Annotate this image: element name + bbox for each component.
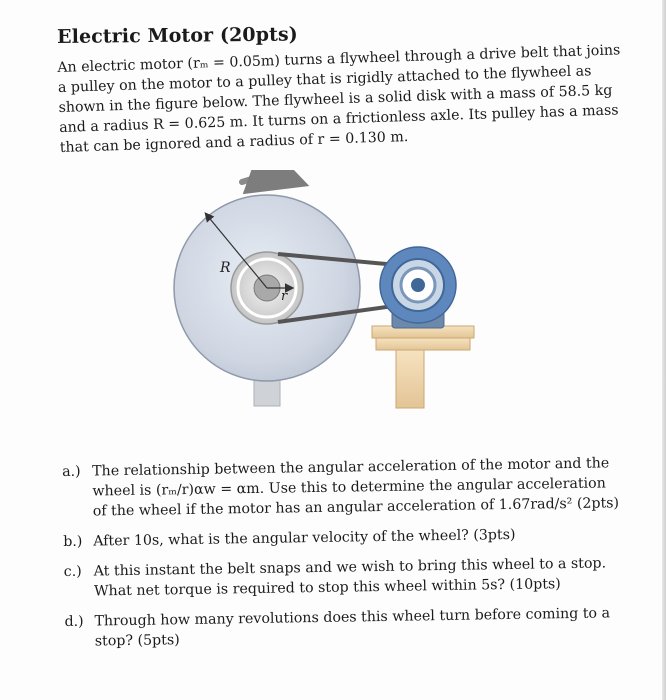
- question-text: Through how many revolutions does this wheel turn before coming to a stop? (5pts): [94, 605, 611, 650]
- rotation-arrow-icon: [242, 177, 298, 182]
- question-d: [64, 603, 625, 652]
- question-c: [64, 553, 625, 602]
- question-text: At this instant the belt snaps and we wish to bring this wheel to a stop. What net torque is required to stop this wheel within 5s? (10pts): [93, 555, 607, 600]
- motor-stand-leg: [396, 350, 424, 408]
- question-text: The relationship between the angular acceleration of the motor and the wheel is (rₘ/r)αw = αm. Use this to determine the angular acceleration of the wheel if the motor has an angular acceleration of 1.67rad/s² (2pts): [92, 455, 620, 520]
- question-label: a.): [62, 463, 81, 480]
- question-label: c.): [63, 563, 82, 580]
- page-edge-shadow: [662, 0, 666, 700]
- question-a: [62, 453, 623, 522]
- question-text: After 10s, what is the angular velocity of the wheel? (3pts): [93, 526, 516, 550]
- intro-paragraph: An electric motor (rₘ = 0.05m) turns a flywheel through a drive belt that joins a pulley on the motor to a pulley that is rigidly attached to the flywheel as shown in the figure below. The flywheel is a solid disk with a mass of 58.5 kg and a radius R = 0.625 m. It turns on a frictionless axle. Its pulley has a mass that can be ignored and a radius of r = 0.130 m.: [57, 42, 621, 156]
- question-b: [63, 523, 623, 552]
- motor-shaft: [411, 278, 425, 292]
- question-list: [62, 453, 625, 662]
- question-label: d.): [64, 613, 84, 630]
- label-R: R: [220, 260, 231, 276]
- flywheel-diagram: [170, 170, 490, 410]
- label-r: r: [281, 289, 288, 304]
- question-label: b.): [63, 533, 83, 550]
- flywheel-figure: [170, 170, 490, 410]
- problem-title: Electric Motor (20pts): [57, 23, 298, 48]
- motor-stand-mid: [376, 338, 470, 350]
- problem-intro: [57, 40, 628, 158]
